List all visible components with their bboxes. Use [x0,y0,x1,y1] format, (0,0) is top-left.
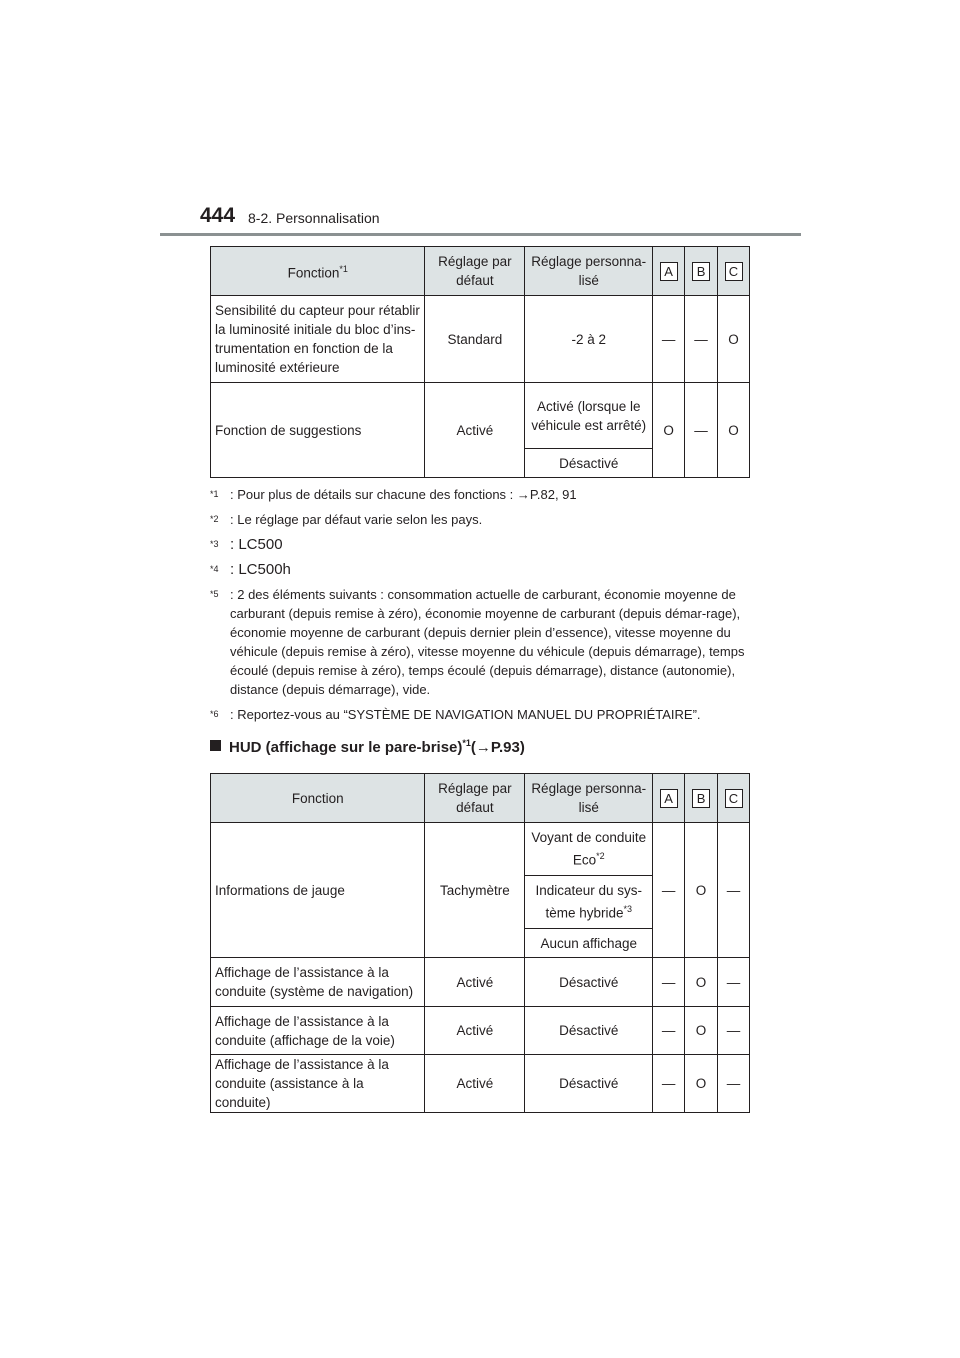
table1-head-default: Réglage par défaut [425,247,525,296]
settings-table-1 [210,246,750,478]
table2-row1-opt2: Indicateur du sys-tème hybride$^{*3}$ [525,876,653,929]
table2-row2-a: — [653,958,685,1007]
table1-head-c: C [718,247,750,296]
table-row [211,958,750,1007]
table2-row4-b: O [685,1055,718,1113]
table2-row3-a: — [653,1007,685,1055]
table2-row1-b: O [685,823,718,958]
table1-row2-custom1: Activé (lorsque le véhicule est arrêté) [525,383,653,449]
table2-row3-b: O [685,1007,718,1055]
table1-head-function: Fonction$^{*1}$ [211,247,425,296]
table1-row2-b: — [685,383,718,478]
table2-head-b: B [685,774,718,823]
table2-head-custom: Réglage personna-lisé [525,774,653,823]
header-rule [160,233,801,236]
table-row [211,383,750,449]
table1-row2-a: O [653,383,685,478]
table2-head-default: Réglage par défaut [425,774,525,823]
table2-row4-a: — [653,1055,685,1113]
table-row [211,1007,750,1055]
table-row [211,296,750,383]
hud-section-heading: HUD (affichage sur le pare-brise)$^{*1}$(→P.93) [210,738,525,756]
table1-row1-c: O [718,296,750,383]
table2-row4-function: Affichage de l’assistance à la conduite (assistance à la conduite) [211,1055,425,1113]
table1-row2-custom2: Désactivé [525,449,653,478]
table2-row4-c: — [718,1055,750,1113]
page-reference: (→P.93) [470,739,525,756]
table1-row1-function: Sensibilité du capteur pour rétablir la luminosité initiale du bloc d’ins-trumentation en fonction de la luminosité extérieure [211,296,425,383]
table2-row2-b: O [685,958,718,1007]
table2-row2-default: Activé [425,958,525,1007]
table2-row1-opt1: Voyant de conduite Eco$^{*2}$ [525,823,653,876]
table2-row1-function: Informations de jauge [211,823,425,958]
table2-row3-function: Affichage de l’assistance à la conduite (affichage de la voie) [211,1007,425,1055]
table1-head-b: B [685,247,718,296]
table1-row1-a: — [653,296,685,383]
footnote-3: *3 : LC500 [210,536,283,553]
footnote-6: *6 : Reportez-vous au “SYSTÈME DE NAVIGATION MANUEL DU PROPRIÉTAIRE”. [210,707,701,722]
table2-row1-c: — [718,823,750,958]
table2-row2-custom: Désactivé [525,958,653,1007]
page-number: 444 [200,204,236,227]
table2-row1-a: — [653,823,685,958]
table2-row3-c: — [718,1007,750,1055]
table1-head-a: A [653,247,685,296]
table2-row2-c: — [718,958,750,1007]
footnote-2: *2 : Le réglage par défaut varie selon les pays. [210,512,483,527]
table2-row2-function: Affichage de l’assistance à la conduite (système de navigation) [211,958,425,1007]
table1-row2-c: O [718,383,750,478]
table2-row1-opt3: Aucun affichage [525,929,653,958]
table2-head-a: A [653,774,685,823]
section-title: 8-2. Personnalisation [248,210,380,226]
footnotes [210,485,770,724]
table2-head-function: Fonction [211,774,425,823]
footnote-1: *1 : Pour plus de détails sur chacune des fonctions : →P.82, 91 [210,487,577,502]
table2-row3-custom: Désactivé [525,1007,653,1055]
table2-head-c: C [718,774,750,823]
footnote-5: *5 : 2 des éléments suivants : consommation actuelle de carburant, économie moyenne de carburant (depuis remise à zéro), économie moyenne de carburant (depuis démar-rage), économie moyenne de carburant (depuis dernier plein d’essence), vitesse moyenne du véhicule (depuis remise à zéro), vitesse moyenne du véhicule (depuis démarrage), temps écoulé (depuis remise à zéro), temps écoulé (depuis démarrage), distance (autonomie), distance (depuis démarrage), vide. [210,587,745,697]
table2-row3-default: Activé [425,1007,525,1055]
table1-row1-custom: -2 à 2 [525,296,653,383]
table1-row2-default: Activé [425,383,525,478]
table-row [211,823,750,876]
table1-head-custom: Réglage personna-lisé [525,247,653,296]
table2-row4-custom: Désactivé [525,1055,653,1113]
table1-header-row [211,247,750,296]
table2-header-row [211,774,750,823]
bullet-square-icon [210,740,221,751]
table-row [211,1055,750,1113]
table2-row1-default: Tachymètre [425,823,525,958]
footnote-4: *4 : LC500h [210,561,291,578]
table1-row1-default: Standard [425,296,525,383]
table1-row1-b: — [685,296,718,383]
settings-table-2 [210,773,750,1113]
table2-row4-default: Activé [425,1055,525,1113]
table1-row2-function: Fonction de suggestions [211,383,425,478]
